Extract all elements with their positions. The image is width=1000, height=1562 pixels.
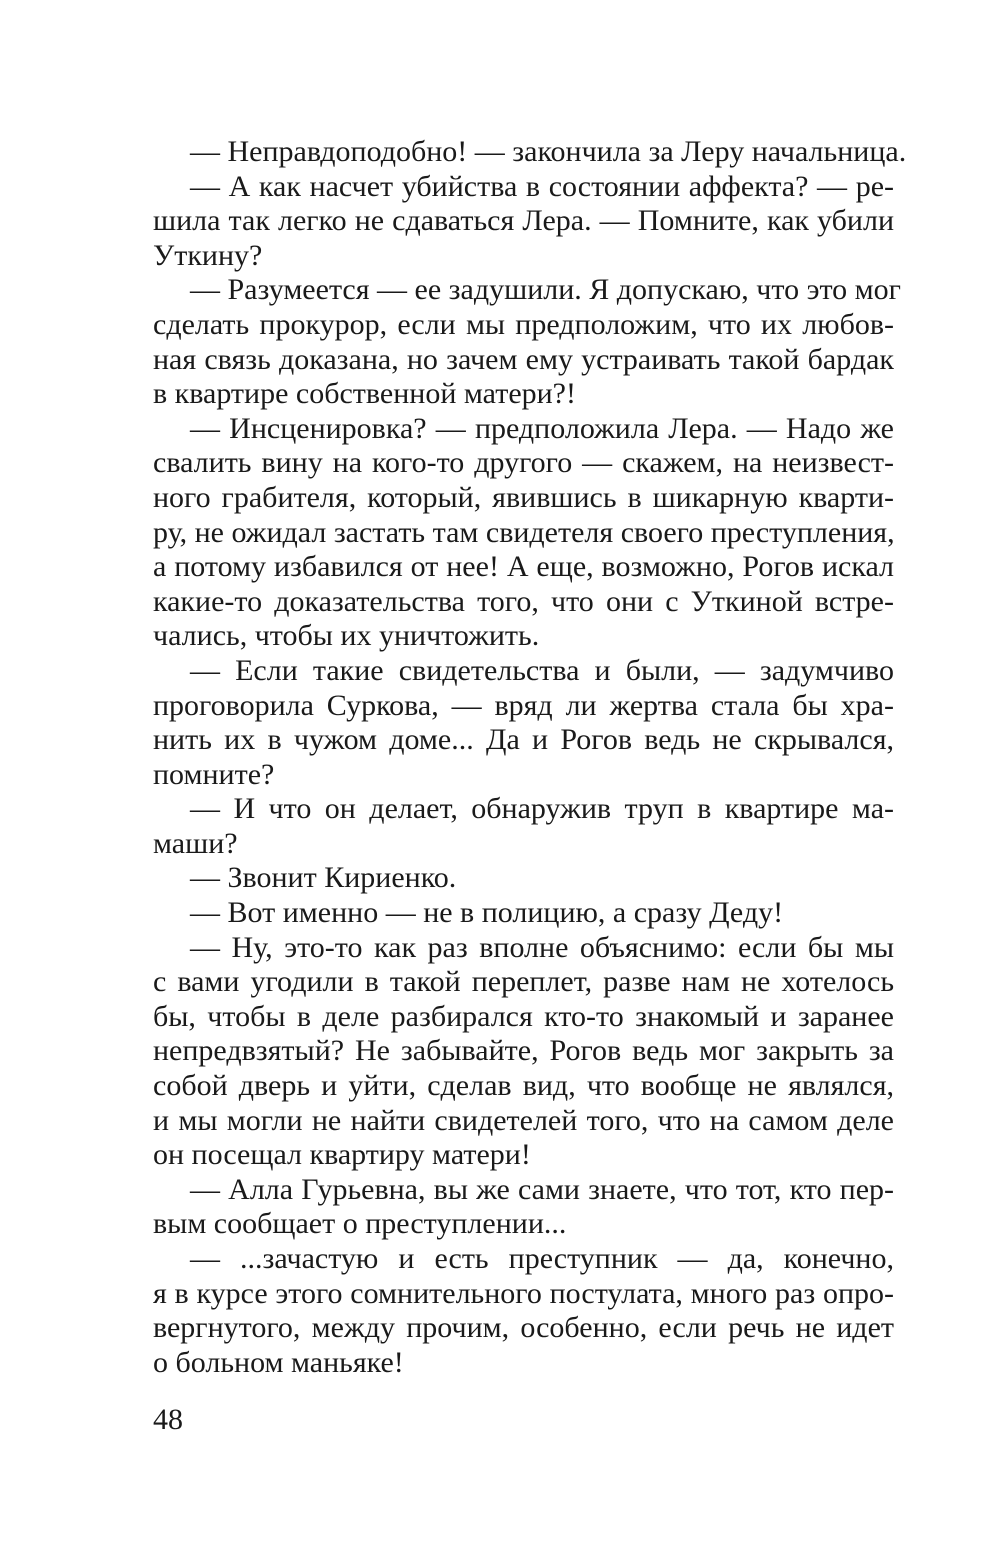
text-line: — И что он делает, обнаружив труп в квартире ма- bbox=[190, 792, 894, 826]
text-line: — Вот именно — не в полицию, а сразу Деду! bbox=[190, 896, 784, 930]
text-line: и мы могли не найти свидетелей того, что на самом деле bbox=[153, 1103, 894, 1137]
text-line: — ...зачастую и есть преступник — да, конечно, bbox=[190, 1242, 894, 1275]
text-line: собой дверь и уйти, сделав вид, что вообще не являлся, bbox=[153, 1069, 894, 1103]
text-line: Уткину? bbox=[153, 238, 263, 272]
text-line: непредвзятый? Не забывайте, Рогов ведь мог закрыть за bbox=[153, 1034, 894, 1068]
text-line: нить их в чужом доме... Да и Рогов ведь не скрывался, bbox=[153, 723, 894, 757]
text-line: с вами угодили в такой переплет, разве нам не хотелось bbox=[153, 965, 894, 999]
text-line: какие-то доказательства того, что они с Уткиной встре- bbox=[153, 584, 894, 618]
text-line: ного грабителя, который, явившись в шикарную кварти- bbox=[153, 480, 894, 514]
text-line: — Если такие свидетельства и были, — задумчиво bbox=[190, 653, 894, 687]
text-line: о больном маньяке! bbox=[153, 1345, 404, 1379]
text-line: помните? bbox=[153, 757, 275, 791]
text-line: ная связь доказана, но зачем ему устраивать такой бардак bbox=[153, 342, 894, 376]
text-line: — Неправдоподобно! — закончила за Леру начальница. bbox=[190, 135, 907, 168]
page-number: 48 bbox=[153, 1403, 183, 1436]
text-line: ру, не ожидал застать там свидетеля своего преступления, bbox=[153, 515, 895, 549]
text-line: — А как насчет убийства в состоянии аффекта? — ре- bbox=[190, 169, 894, 203]
text-line: — Разумеется — ее задушили. Я допускаю, что это мог bbox=[190, 273, 901, 307]
text-line: он посещал квартиру матери! bbox=[153, 1138, 531, 1172]
text-line: в квартире собственной матери?! bbox=[153, 377, 576, 411]
text-line: сделать прокурор, если мы предположим, что их любов- bbox=[153, 307, 894, 341]
text-line: вергнутого, между прочим, особенно, если речь не идет bbox=[153, 1311, 894, 1345]
text-line: свалить вину на кого-то другого — скажем, на неизвест- bbox=[153, 446, 894, 480]
text-line: маши? bbox=[153, 826, 238, 860]
text-line: бы, чтобы в деле разбирался кто-то знакомый и заранее bbox=[153, 999, 894, 1033]
text-line: проговорила Суркова, — вряд ли жертва стала бы хра- bbox=[153, 688, 894, 722]
text-line: вым сообщает о преступлении... bbox=[153, 1207, 567, 1241]
text-line: — Алла Гурьевна, вы же сами знаете, что тот, кто пер- bbox=[190, 1172, 894, 1206]
text-line: шила так легко не сдаваться Лера. — Помните, как убили bbox=[153, 204, 894, 238]
text-line: — Ну, это-то как раз вполне объяснимо: если бы мы bbox=[190, 930, 894, 964]
text-line: — Звонит Кириенко. bbox=[190, 861, 457, 895]
text-line: — Инсценировка? — предположила Лера. — Надо же bbox=[190, 411, 894, 445]
text-line: я в курсе этого сомнительного постулата, много раз опро- bbox=[153, 1276, 894, 1310]
text-line: чались, чтобы их уничтожить. bbox=[153, 619, 540, 653]
text-line: а потому избавился от нее! А еще, возможно, Рогов искал bbox=[153, 550, 894, 584]
body-text bbox=[153, 135, 907, 1380]
